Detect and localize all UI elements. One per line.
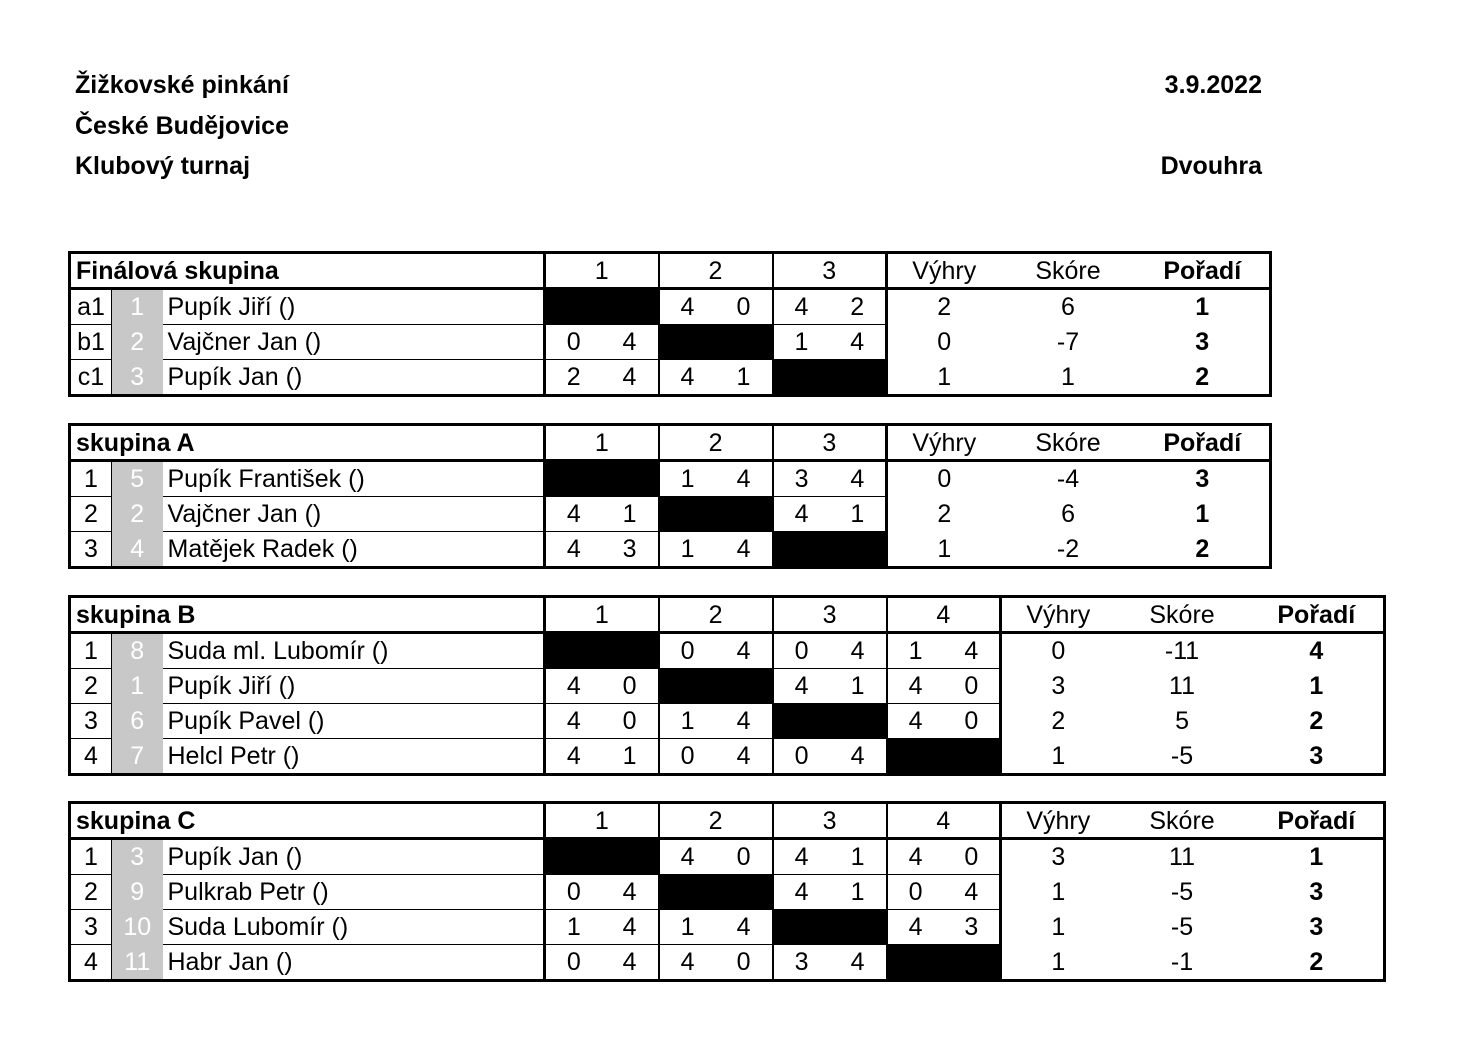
club-name: Žižkovské pinkání bbox=[75, 71, 289, 99]
player-row bbox=[70, 704, 1385, 739]
position-label: 2 bbox=[70, 875, 112, 910]
score-value: 11 bbox=[1169, 672, 1195, 700]
score-opponent: 4 bbox=[830, 739, 887, 775]
self-match-block bbox=[773, 360, 887, 396]
discipline: Dvouhra bbox=[1160, 152, 1262, 180]
score-own: 0 bbox=[773, 739, 830, 775]
score-value: -5 bbox=[1170, 913, 1194, 941]
position-label: c1 bbox=[70, 360, 112, 396]
player-row bbox=[70, 461, 1271, 497]
self-match-block bbox=[773, 704, 887, 739]
score-own: 1 bbox=[659, 461, 716, 497]
column-number: 2 bbox=[659, 253, 773, 289]
seed-number: 4 bbox=[112, 532, 163, 568]
player-name: Pupík Jiří () bbox=[163, 289, 545, 325]
score-value: 5 bbox=[1175, 707, 1189, 735]
group-header-row bbox=[70, 253, 1271, 289]
column-number: 2 bbox=[659, 425, 773, 461]
player-row bbox=[70, 633, 1385, 669]
event-date: 3.9.2022 bbox=[1164, 71, 1262, 99]
score-own: 4 bbox=[659, 289, 716, 325]
seed-number: 3 bbox=[112, 360, 163, 396]
group-b bbox=[68, 595, 1386, 776]
seed-number: 10 bbox=[112, 910, 163, 945]
rank-value: 2 bbox=[1136, 532, 1271, 568]
rank-header: Pořadí bbox=[1136, 253, 1271, 289]
self-match-block bbox=[773, 532, 887, 568]
player-name: Suda ml. Lubomír () bbox=[163, 633, 545, 669]
seed-number: 11 bbox=[112, 945, 163, 981]
score-own: 4 bbox=[773, 875, 830, 910]
score-header: Skóre bbox=[1001, 253, 1136, 289]
position-label: 4 bbox=[70, 739, 112, 775]
player-name: Pupík Jiří () bbox=[163, 669, 545, 704]
self-match-block bbox=[545, 633, 659, 669]
score-own: 4 bbox=[545, 704, 602, 739]
score-own: 4 bbox=[545, 739, 602, 775]
player-row bbox=[70, 839, 1385, 875]
seed-number: 7 bbox=[112, 739, 163, 775]
score-own: 0 bbox=[545, 875, 602, 910]
position-label: 3 bbox=[70, 910, 112, 945]
score-own: 1 bbox=[545, 910, 602, 945]
wins-value: 1 bbox=[1001, 875, 1115, 910]
score-own: 0 bbox=[659, 739, 716, 775]
score-value: -2 bbox=[1001, 532, 1136, 568]
score-opponent: 0 bbox=[716, 945, 773, 981]
wins-value: 0 bbox=[887, 325, 1001, 360]
score-opponent: 1 bbox=[830, 875, 887, 910]
self-match-block bbox=[773, 910, 887, 945]
column-number: 3 bbox=[773, 425, 887, 461]
group-final bbox=[68, 251, 1272, 397]
wins-value: 3 bbox=[1001, 839, 1115, 875]
player-row bbox=[70, 945, 1385, 981]
rank-value: 1 bbox=[1250, 839, 1385, 875]
player-name: Helcl Petr () bbox=[163, 739, 545, 775]
score-own: 0 bbox=[545, 945, 602, 981]
score-opponent: 4 bbox=[602, 910, 659, 945]
score-own: 4 bbox=[545, 532, 602, 568]
score-header: Skóre bbox=[1001, 425, 1136, 461]
player-name: Matějek Radek () bbox=[163, 532, 545, 568]
score-opponent: 0 bbox=[944, 704, 1001, 739]
score-opponent: 4 bbox=[716, 704, 773, 739]
position-label: 1 bbox=[70, 633, 112, 669]
score-opponent: 4 bbox=[830, 325, 887, 360]
score-opponent: 4 bbox=[602, 945, 659, 981]
column-number: 1 bbox=[545, 597, 659, 633]
score-value: -1 bbox=[1115, 945, 1250, 981]
position-label: 2 bbox=[70, 669, 112, 704]
player-row bbox=[70, 739, 1385, 775]
city-name: České Budějovice bbox=[75, 112, 289, 140]
position-label: 3 bbox=[70, 532, 112, 568]
rank-value: 2 bbox=[1250, 704, 1385, 739]
player-name: Vajčner Jan () bbox=[163, 325, 545, 360]
score-own: 0 bbox=[887, 875, 944, 910]
player-name: Pupík Jan () bbox=[163, 839, 545, 875]
rank-header: Pořadí bbox=[1136, 425, 1271, 461]
wins-header: Výhry bbox=[887, 425, 1001, 461]
wins-value: 2 bbox=[887, 289, 1001, 325]
player-name: Suda Lubomír () bbox=[163, 910, 545, 945]
player-name: Habr Jan () bbox=[163, 945, 545, 981]
score-own: 3 bbox=[773, 461, 830, 497]
score-own: 4 bbox=[545, 497, 602, 532]
score-value: -11 bbox=[1164, 637, 1200, 666]
score-opponent: 0 bbox=[944, 669, 1001, 704]
score-header: Skóre bbox=[1115, 597, 1250, 633]
self-match-block bbox=[887, 739, 1001, 775]
wins-value: 0 bbox=[1001, 633, 1115, 669]
column-number: 1 bbox=[545, 253, 659, 289]
seed-number: 1 bbox=[112, 289, 163, 325]
score-opponent: 4 bbox=[944, 875, 1001, 910]
player-name: Vajčner Jan () bbox=[163, 497, 545, 532]
score-own: 0 bbox=[773, 633, 830, 669]
wins-value: 1 bbox=[1001, 739, 1115, 775]
seed-number: 6 bbox=[112, 704, 163, 739]
rank-value: 1 bbox=[1250, 669, 1385, 704]
position-label: a1 bbox=[70, 289, 112, 325]
score-own: 1 bbox=[659, 910, 716, 945]
score-opponent: 4 bbox=[830, 945, 887, 981]
score-own: 3 bbox=[773, 945, 830, 981]
score-opponent: 2 bbox=[830, 289, 887, 325]
score-own: 4 bbox=[773, 669, 830, 704]
rank-value: 1 bbox=[1136, 497, 1271, 532]
group-table bbox=[68, 251, 1272, 397]
score-own: 4 bbox=[887, 910, 944, 945]
rank-header: Pořadí bbox=[1250, 803, 1385, 839]
score-value: -5 bbox=[1170, 878, 1194, 906]
player-name: Pupík František () bbox=[163, 461, 545, 497]
player-row bbox=[70, 669, 1385, 704]
self-match-block bbox=[659, 325, 773, 360]
score-opponent: 4 bbox=[716, 532, 773, 568]
column-number: 2 bbox=[659, 597, 773, 633]
score-opponent: 0 bbox=[716, 289, 773, 325]
player-row bbox=[70, 532, 1271, 568]
seed-number: 9 bbox=[112, 875, 163, 910]
score-opponent: 4 bbox=[716, 739, 773, 775]
column-number: 4 bbox=[887, 803, 1001, 839]
player-row bbox=[70, 360, 1271, 396]
score-own: 4 bbox=[773, 497, 830, 532]
player-name: Pupík Jan () bbox=[163, 360, 545, 396]
player-row bbox=[70, 325, 1271, 360]
position-label: 4 bbox=[70, 945, 112, 981]
score-opponent: 4 bbox=[602, 325, 659, 360]
score-opponent: 1 bbox=[716, 360, 773, 396]
score-own: 4 bbox=[545, 669, 602, 704]
score-value: -4 bbox=[1056, 465, 1080, 494]
rank-value: 3 bbox=[1136, 325, 1271, 360]
rank-value: 3 bbox=[1250, 739, 1385, 775]
column-number: 1 bbox=[545, 425, 659, 461]
group-title: Finálová skupina bbox=[70, 253, 545, 289]
wins-value: 2 bbox=[887, 497, 1001, 532]
score-opponent: 1 bbox=[830, 839, 887, 875]
score-own: 4 bbox=[659, 945, 716, 981]
score-opponent: 4 bbox=[944, 633, 1001, 669]
wins-header: Výhry bbox=[1001, 803, 1115, 839]
group-title: skupina B bbox=[70, 597, 545, 633]
group-title: skupina C bbox=[70, 803, 545, 839]
score-own: 4 bbox=[659, 360, 716, 396]
score-opponent: 4 bbox=[830, 461, 887, 497]
score-own: 2 bbox=[545, 360, 602, 396]
group-header-row bbox=[70, 597, 1385, 633]
score-own: 1 bbox=[659, 704, 716, 739]
score-opponent: 4 bbox=[830, 633, 887, 669]
score-opponent: 4 bbox=[716, 633, 773, 669]
score-opponent: 4 bbox=[716, 910, 773, 945]
score-own: 4 bbox=[659, 839, 716, 875]
score-opponent: 0 bbox=[944, 839, 1001, 875]
group-table bbox=[68, 801, 1386, 982]
score-opponent: 1 bbox=[602, 739, 659, 775]
group-header-row bbox=[70, 803, 1385, 839]
wins-value: 0 bbox=[887, 461, 1001, 497]
column-number: 1 bbox=[545, 803, 659, 839]
self-match-block bbox=[887, 945, 1001, 981]
score-opponent: 0 bbox=[602, 704, 659, 739]
wins-header: Výhry bbox=[887, 253, 1001, 289]
score-header: Skóre bbox=[1115, 803, 1250, 839]
score-value: 6 bbox=[1061, 293, 1075, 322]
score-own: 4 bbox=[887, 669, 944, 704]
rank-value: 2 bbox=[1136, 360, 1271, 396]
column-number: 2 bbox=[659, 803, 773, 839]
rank-value: 4 bbox=[1250, 633, 1385, 669]
self-match-block bbox=[659, 875, 773, 910]
seed-number: 2 bbox=[112, 497, 163, 532]
position-label: 2 bbox=[70, 497, 112, 532]
score-opponent: 4 bbox=[602, 875, 659, 910]
self-match-block bbox=[545, 839, 659, 875]
seed-number: 8 bbox=[112, 633, 163, 669]
rank-header: Pořadí bbox=[1250, 597, 1385, 633]
score-value: -7 bbox=[1056, 328, 1080, 356]
group-table bbox=[68, 595, 1386, 776]
score-own: 1 bbox=[887, 633, 944, 669]
score-own: 4 bbox=[773, 839, 830, 875]
wins-value: 1 bbox=[1001, 910, 1115, 945]
group-c bbox=[68, 801, 1386, 982]
group-table bbox=[68, 423, 1272, 569]
score-own: 4 bbox=[887, 839, 944, 875]
position-label: 1 bbox=[70, 461, 112, 497]
self-match-block bbox=[659, 497, 773, 532]
seed-number: 5 bbox=[112, 461, 163, 497]
self-match-block bbox=[545, 289, 659, 325]
seed-number: 1 bbox=[112, 669, 163, 704]
score-opponent: 1 bbox=[830, 669, 887, 704]
rank-value: 2 bbox=[1250, 945, 1385, 981]
score-opponent: 3 bbox=[944, 910, 1001, 945]
score-opponent: 0 bbox=[716, 839, 773, 875]
self-match-block bbox=[659, 669, 773, 704]
player-row bbox=[70, 910, 1385, 945]
wins-value: 3 bbox=[1001, 669, 1115, 704]
seed-number: 3 bbox=[112, 839, 163, 875]
score-own: 4 bbox=[773, 289, 830, 325]
score-opponent: 1 bbox=[602, 497, 659, 532]
score-own: 1 bbox=[773, 325, 830, 360]
score-own: 0 bbox=[659, 633, 716, 669]
position-label: 3 bbox=[70, 704, 112, 739]
column-number: 3 bbox=[773, 253, 887, 289]
rank-value: 3 bbox=[1250, 910, 1385, 945]
player-name: Pulkrab Petr () bbox=[163, 875, 545, 910]
score-value: -5 bbox=[1115, 739, 1250, 775]
self-match-block bbox=[545, 461, 659, 497]
score-opponent: 3 bbox=[602, 532, 659, 568]
column-number: 3 bbox=[773, 803, 887, 839]
score-opponent: 4 bbox=[716, 461, 773, 497]
score-opponent: 0 bbox=[602, 669, 659, 704]
player-row bbox=[70, 875, 1385, 910]
wins-value: 1 bbox=[1001, 945, 1115, 981]
group-header-row bbox=[70, 425, 1271, 461]
seed-number: 2 bbox=[112, 325, 163, 360]
score-value: 1 bbox=[1001, 360, 1136, 396]
group-title: skupina A bbox=[70, 425, 545, 461]
rank-value: 1 bbox=[1136, 289, 1271, 325]
score-value: 6 bbox=[1061, 500, 1075, 528]
score-value: 11 bbox=[1169, 843, 1195, 872]
score-opponent: 1 bbox=[830, 497, 887, 532]
player-row bbox=[70, 289, 1271, 325]
group-a bbox=[68, 423, 1272, 569]
rank-value: 3 bbox=[1136, 461, 1271, 497]
rank-value: 3 bbox=[1250, 875, 1385, 910]
score-opponent: 4 bbox=[602, 360, 659, 396]
wins-header: Výhry bbox=[1001, 597, 1115, 633]
score-own: 4 bbox=[887, 704, 944, 739]
wins-value: 1 bbox=[887, 532, 1001, 568]
score-own: 0 bbox=[545, 325, 602, 360]
position-label: b1 bbox=[70, 325, 112, 360]
score-own: 1 bbox=[659, 532, 716, 568]
column-number: 3 bbox=[773, 597, 887, 633]
player-row bbox=[70, 497, 1271, 532]
wins-value: 1 bbox=[887, 360, 1001, 396]
wins-value: 2 bbox=[1001, 704, 1115, 739]
player-name: Pupík Pavel () bbox=[163, 704, 545, 739]
column-number: 4 bbox=[887, 597, 1001, 633]
event-name: Klubový turnaj bbox=[75, 152, 251, 180]
position-label: 1 bbox=[70, 839, 112, 875]
